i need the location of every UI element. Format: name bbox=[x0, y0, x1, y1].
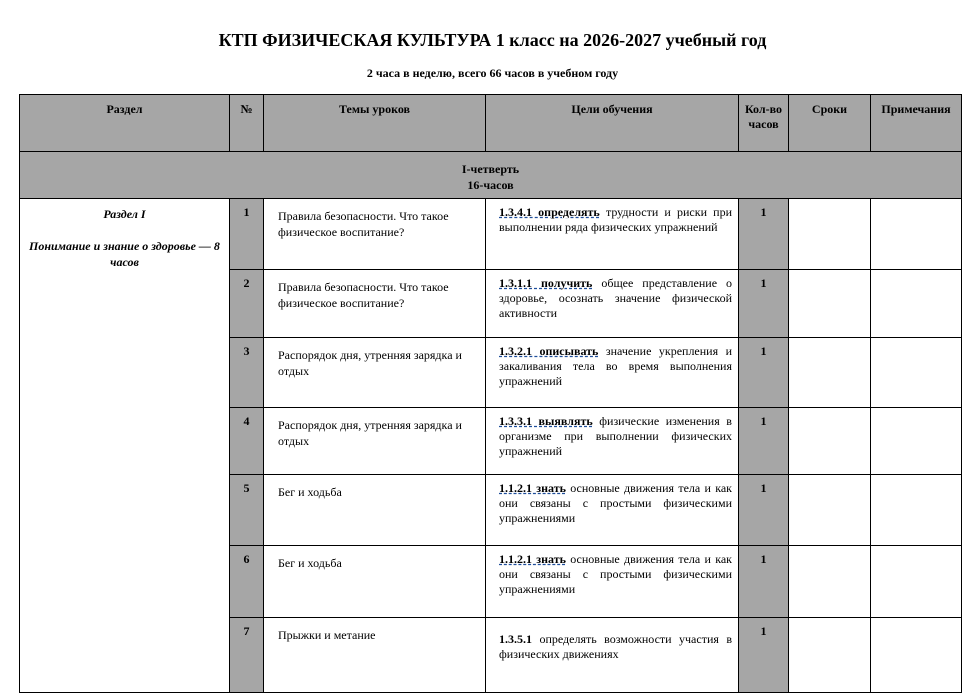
row-number: 3 bbox=[230, 338, 264, 408]
row-goal bbox=[486, 618, 739, 693]
header-hours: Кол-во часов bbox=[739, 95, 789, 152]
row-topic: Распорядок дня, утренняя зарядка и отдых bbox=[264, 338, 486, 408]
goal-text: трудности и риски при выполнении ряда физических упражнений bbox=[499, 205, 732, 234]
row-number: 5 bbox=[230, 475, 264, 546]
goal-text: значение укрепления и закаливания тела во время выполнения упражнений bbox=[499, 344, 733, 388]
row-topic: Прыжки и метание bbox=[264, 618, 486, 693]
document-title: КТП ФИЗИЧЕСКАЯ КУЛЬТУРА 1 класс на 2026-2027 учебный год bbox=[218, 30, 767, 50]
row-hours: 1 bbox=[739, 475, 789, 546]
row-dates[interactable] bbox=[789, 338, 871, 408]
row-topic: Распорядок дня, утренняя зарядка и отдых bbox=[264, 408, 486, 475]
quarter-row bbox=[20, 152, 962, 199]
row-notes[interactable] bbox=[871, 546, 962, 618]
row-dates[interactable] bbox=[789, 199, 871, 270]
section-description: Понимание и знание о здоровье — 8 часов bbox=[29, 239, 220, 269]
row-topic: Бег и ходьба bbox=[264, 475, 486, 546]
row-notes[interactable] bbox=[871, 618, 962, 693]
row-notes[interactable] bbox=[871, 338, 962, 408]
goal-code: 1.3.5.1 bbox=[499, 632, 532, 646]
ktp-table bbox=[19, 94, 962, 693]
row-number: 7 bbox=[230, 618, 264, 693]
goal-code: 1.3.2.1 описывать bbox=[499, 344, 599, 358]
goal-code: 1.3.1.1 получить bbox=[499, 276, 593, 290]
header-number: № bbox=[230, 95, 264, 152]
row-goal bbox=[486, 270, 739, 338]
row-dates[interactable] bbox=[789, 475, 871, 546]
row-topic: Правила безопасности. Что такое физическое воспитание? bbox=[264, 199, 486, 270]
goal-text: основные движения тела и как они связаны с простыми физическими упражнениями bbox=[499, 481, 732, 525]
row-goal bbox=[486, 475, 739, 546]
row-number: 6 bbox=[230, 546, 264, 618]
row-notes[interactable] bbox=[871, 475, 962, 546]
goal-code: 1.3.3.1 выявлять bbox=[499, 414, 593, 428]
row-hours: 1 bbox=[739, 408, 789, 475]
goal-text: основные движения тела и как они связаны с простыми физическими упражнениями bbox=[499, 552, 732, 596]
section-cell bbox=[20, 199, 230, 693]
header-notes: Примечания bbox=[871, 95, 962, 152]
row-notes[interactable] bbox=[871, 408, 962, 475]
header-topics: Темы уроков bbox=[264, 95, 486, 152]
header-section: Раздел bbox=[20, 95, 230, 152]
row-hours: 1 bbox=[739, 338, 789, 408]
row-number: 2 bbox=[230, 270, 264, 338]
goal-code: 1.1.2.1 знать bbox=[499, 552, 566, 566]
row-goal bbox=[486, 199, 739, 270]
row-dates[interactable] bbox=[789, 618, 871, 693]
row-topic: Бег и ходьба bbox=[264, 546, 486, 618]
row-dates[interactable] bbox=[789, 408, 871, 475]
goal-text: общее представление о здоровье, осознать значение физической активности bbox=[499, 276, 732, 320]
quarter-name: I-четверть bbox=[461, 162, 520, 176]
quarter-hours: 16-часов bbox=[467, 178, 514, 192]
goal-text: определять возможности участия в физических движениях bbox=[499, 632, 732, 661]
row-topic: Правила безопасности. Что такое физическое воспитание? bbox=[264, 270, 486, 338]
row-hours: 1 bbox=[739, 546, 789, 618]
row-dates[interactable] bbox=[789, 270, 871, 338]
row-hours: 1 bbox=[739, 618, 789, 693]
goal-code: 1.3.4.1 определять bbox=[499, 205, 600, 219]
row-goal bbox=[486, 408, 739, 475]
row-goal bbox=[486, 546, 739, 618]
section-name: Раздел I bbox=[103, 207, 146, 221]
quarter-cell bbox=[20, 152, 962, 199]
row-dates[interactable] bbox=[789, 546, 871, 618]
row-notes[interactable] bbox=[871, 270, 962, 338]
table-header-row bbox=[20, 95, 962, 152]
goal-code: 1.1.2.1 знать bbox=[499, 481, 566, 495]
goal-text: физические изменения в организме при выполнении физических упражнений bbox=[499, 414, 732, 458]
row-hours: 1 bbox=[739, 270, 789, 338]
row-notes[interactable] bbox=[871, 199, 962, 270]
row-goal bbox=[486, 338, 739, 408]
table-row bbox=[20, 199, 962, 270]
header-dates: Сроки bbox=[789, 95, 871, 152]
document-subtitle: 2 часа в неделю, всего 66 часов в учебном году bbox=[366, 66, 619, 80]
row-number: 1 bbox=[230, 199, 264, 270]
row-hours: 1 bbox=[739, 199, 789, 270]
header-goals: Цели обучения bbox=[486, 95, 739, 152]
row-number: 4 bbox=[230, 408, 264, 475]
